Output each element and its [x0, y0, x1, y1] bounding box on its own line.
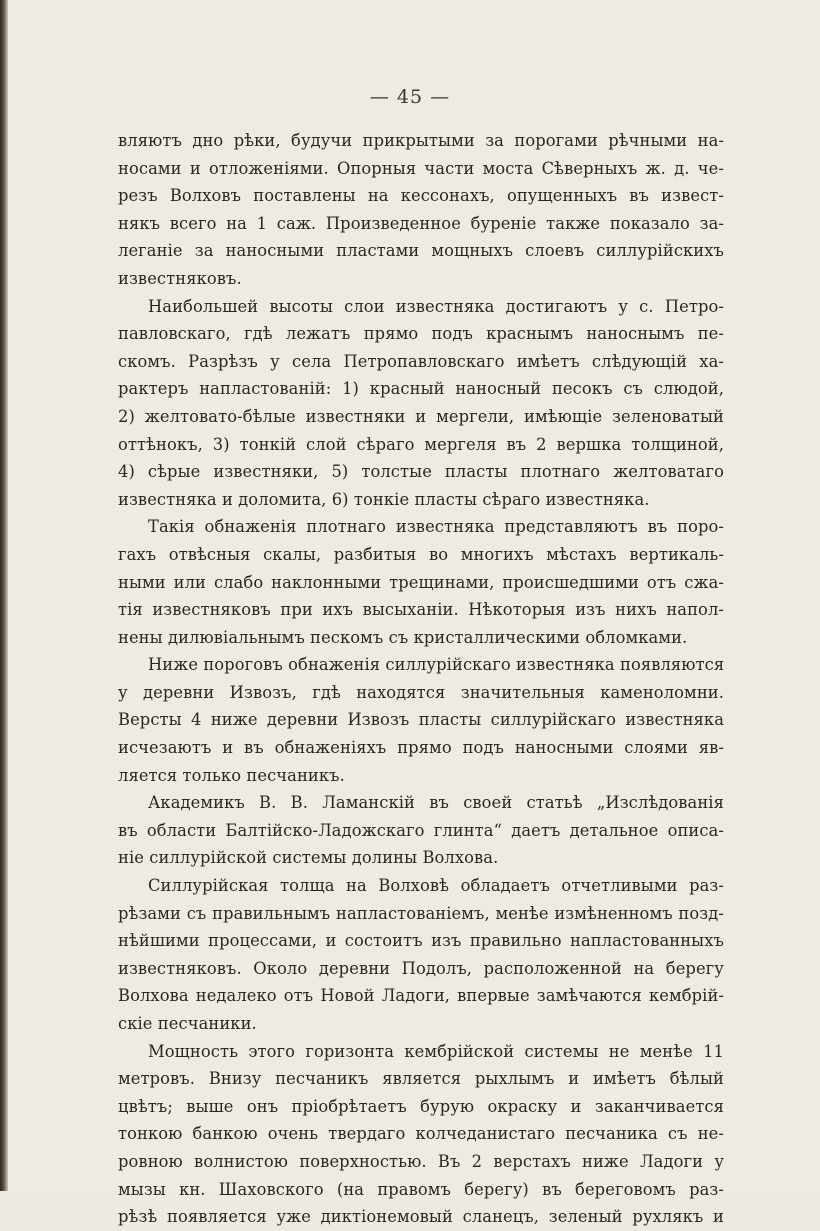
text-line: известняковъ.: [118, 268, 242, 288]
text-line: ровною волнистою поверхностью. Въ 2 верстахъ ниже Ладоги у: [118, 1151, 724, 1171]
text-line: метровъ. Внизу песчаникъ является рыхлымъ и имѣетъ бѣлый: [118, 1069, 724, 1089]
text-line: павловскаго, гдѣ лежатъ прямо подъ краснымъ наноснымъ пе-: [118, 324, 724, 344]
text-line: ніе силлурійской системы долины Волхова.: [118, 848, 499, 868]
text-line: Силлурійская толща на Волховѣ обладаетъ отчетливыми раз-: [148, 876, 724, 896]
text-line: известняковъ. Около деревни Подолъ, расположенной на берегу: [118, 958, 724, 978]
text-line: вляютъ дно рѣки, будучи прикрытыми за порогами рѣчными на-: [118, 131, 724, 150]
text-line: мызы кн. Шаховского (на правомъ берегу) въ береговомъ раз-: [118, 1179, 724, 1199]
text-line: скіе песчаники.: [118, 1014, 257, 1033]
text-line: нѣйшими процессами, и состоитъ изъ правильно напластованныхъ: [118, 931, 724, 951]
text-line: 4) сѣрые известняки, 5) толстые пласты плотнаго желтоватаго: [118, 462, 724, 482]
page-number: — 45 —: [369, 86, 451, 108]
text-line: скомъ. Разрѣзъ у села Петропавловскаго имѣетъ слѣдующій ха-: [118, 351, 724, 371]
text-line: рактеръ напластованій: 1) красный наносный песокъ съ слюдой,: [118, 379, 724, 399]
text-line: Наибольшей высоты слои известняка достигаютъ у с. Петро-: [148, 296, 724, 316]
text-line: леганіе за наносными пластами мощныхъ слоевъ силлурійскихъ: [118, 241, 724, 261]
text-line: тія известняковъ при ихъ высыханіи. Нѣкоторыя изъ нихъ напол-: [118, 600, 724, 620]
text-line: 2) желтовато-бѣлые известняки и мергели, имѣющіе зеленоватый: [118, 406, 724, 426]
text-line: Ниже пороговъ обнаженія силлурійскаго известняка появляются: [148, 655, 724, 675]
text-line: оттѣнокъ, 3) тонкій слой сѣраго мергеля въ 2 вершка толщиной,: [118, 434, 724, 454]
book-spine-edge: [0, 0, 8, 1191]
text-line: рѣзами съ правильнымъ напластованіемъ, менѣе измѣненномъ позд-: [118, 903, 724, 923]
text-line: цвѣтъ; выше онъ пріобрѣтаетъ бурую окраску и заканчивается: [118, 1096, 724, 1116]
text-line: Версты 4 ниже деревни Извозъ пласты силлурійскаго известняка: [118, 710, 724, 730]
text-line: известняка и доломита, 6) тонкіе пласты сѣраго известняка.: [118, 489, 650, 509]
text-line: резъ Волховъ поставлены на кессонахъ, опущенныхъ въ извест-: [118, 186, 724, 206]
text-line: ляется только песчаникъ.: [118, 765, 345, 785]
text-line: рѣзѣ появляется уже диктіонемовый сланецъ, зеленый рухлякъ и: [118, 1207, 724, 1227]
text-line: въ области Балтійско-Ладожскаго глинта“ даетъ детальное описа-: [118, 820, 724, 840]
text-line: Такія обнаженія плотнаго известняка представляютъ въ поро-: [148, 517, 724, 537]
text-line: Мощность этого горизонта кембрійской системы не менѣе 11: [148, 1041, 724, 1061]
text-line: ными или слабо наклонными трещинами, происшедшими отъ сжа-: [118, 572, 724, 592]
text-line: гахъ отвѣсныя скалы, разбитыя во многихъ мѣстахъ вертикаль-: [118, 544, 724, 564]
text-line: Волхова недалеко отъ Новой Ладоги, впервые замѣчаются кембрій-: [118, 986, 724, 1006]
text-line: исчезаютъ и въ обнаженіяхъ прямо подъ наносными слоями яв-: [118, 738, 724, 758]
text-line: някъ всего на 1 саж. Произведенное буреніе также показало за-: [118, 213, 724, 233]
text-line: Академикъ В. В. Ламанскій въ своей статьѣ „Изслѣдованія: [148, 793, 724, 813]
text-line: у деревни Извозъ, гдѣ находятся значительныя каменоломни.: [118, 682, 724, 702]
body-text: [118, 127, 724, 1231]
text-line: носами и отложеніями. Опорныя части моста Сѣверныхъ ж. д. че-: [118, 158, 724, 178]
text-line: тонкою банкою очень твердаго колчеданистаго песчаника съ не-: [118, 1124, 724, 1144]
text-line: нены дилювіальнымъ пескомъ съ кристаллическими обломками.: [118, 627, 688, 647]
